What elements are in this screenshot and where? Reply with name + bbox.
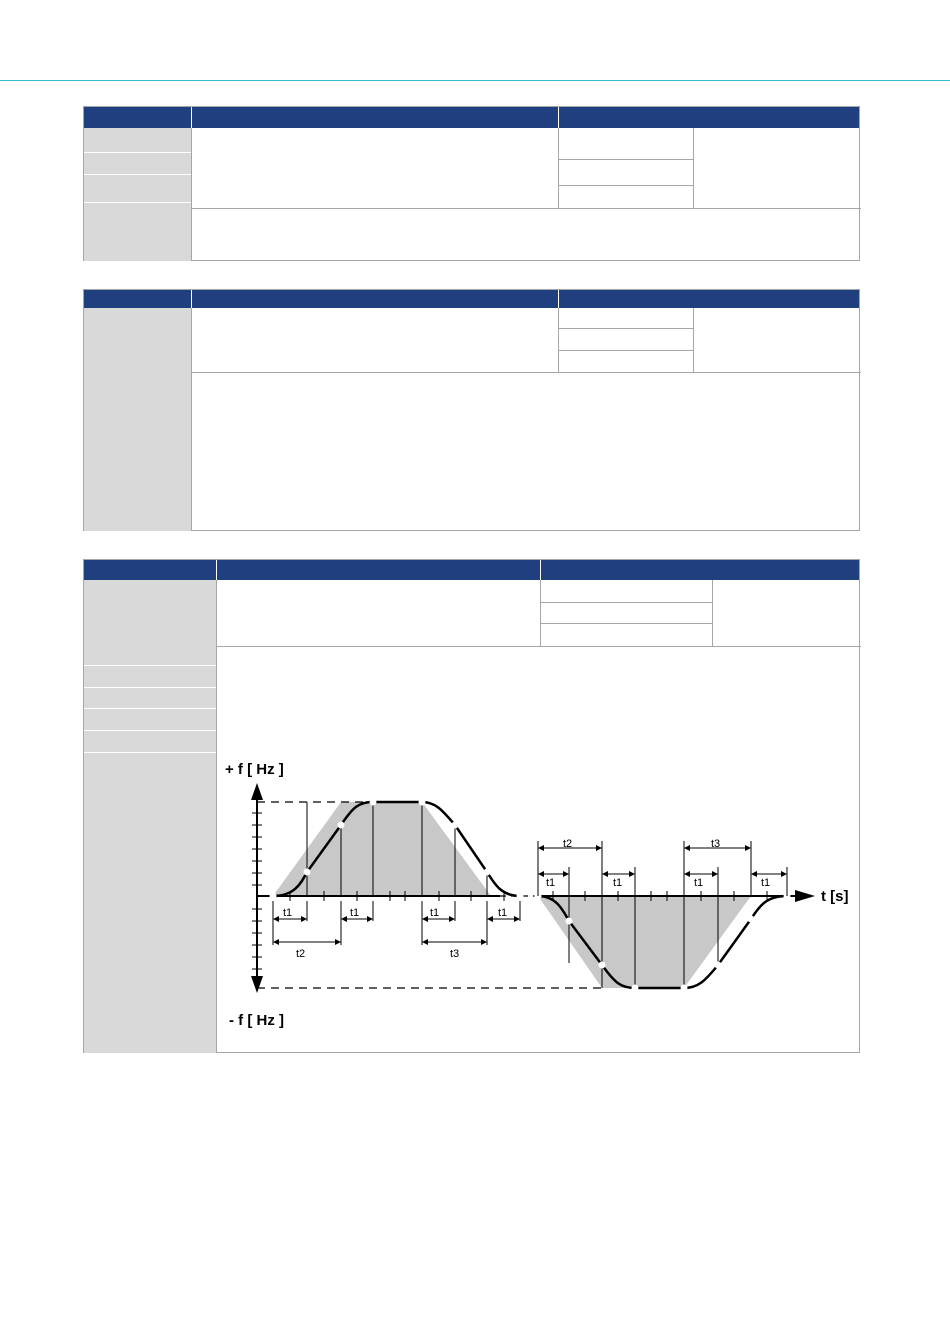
arrow-head bbox=[422, 939, 428, 945]
table-header bbox=[84, 290, 859, 308]
t3-label-a: t3 bbox=[450, 948, 460, 960]
frequency-axis-arrow-down bbox=[251, 976, 263, 993]
arrow-head bbox=[273, 916, 279, 922]
t3-label-b: t3 bbox=[711, 838, 721, 850]
arrow-head bbox=[684, 845, 690, 851]
arrow-head bbox=[602, 871, 608, 877]
interval-markers-positive bbox=[273, 901, 520, 945]
arrow-head bbox=[335, 939, 341, 945]
t1-label-g: t1 bbox=[694, 877, 704, 889]
arrow-head bbox=[712, 871, 718, 877]
t2-label-a: t2 bbox=[296, 948, 306, 960]
t1-label-f: t1 bbox=[613, 877, 623, 889]
arrow-head bbox=[781, 871, 787, 877]
arrow-head bbox=[563, 871, 569, 877]
t1-label-h: t1 bbox=[761, 877, 771, 889]
arrow-head bbox=[301, 916, 307, 922]
axis-negative-label: - f [ Hz ] bbox=[229, 1012, 284, 1029]
arrow-head bbox=[341, 916, 347, 922]
t1-label-e: t1 bbox=[546, 877, 556, 889]
negative-ramp-area bbox=[538, 896, 751, 988]
arrow-head bbox=[487, 916, 493, 922]
parameter-table-2 bbox=[83, 289, 860, 531]
arrow-head bbox=[596, 845, 602, 851]
arrow-head bbox=[422, 916, 428, 922]
ramp-diagram bbox=[215, 755, 860, 1035]
arrow-head bbox=[538, 871, 544, 877]
side-column bbox=[84, 128, 191, 261]
side-column bbox=[84, 580, 216, 1053]
arrow-head bbox=[629, 871, 635, 877]
positive-ramp-area bbox=[273, 802, 491, 896]
parameter-table-1 bbox=[83, 106, 860, 261]
arrow-head bbox=[684, 871, 690, 877]
t2-label-b: t2 bbox=[563, 838, 573, 850]
axis-time-label: t [s] bbox=[821, 888, 849, 905]
arrow-head bbox=[514, 916, 520, 922]
axis-positive-label: + f [ Hz ] bbox=[225, 761, 284, 778]
t1-label-d: t1 bbox=[498, 907, 508, 919]
arrow-head bbox=[273, 939, 279, 945]
t1-label-c: t1 bbox=[430, 907, 440, 919]
header-rule bbox=[0, 80, 950, 81]
frequency-axis-arrow-up bbox=[251, 783, 263, 800]
arrow-head bbox=[745, 845, 751, 851]
table-header bbox=[84, 107, 859, 128]
arrow-head bbox=[449, 916, 455, 922]
side-column bbox=[84, 308, 191, 531]
t1-label-b: t1 bbox=[350, 907, 360, 919]
time-axis-arrow bbox=[795, 890, 815, 902]
t1-label-a: t1 bbox=[283, 907, 293, 919]
arrow-head bbox=[538, 845, 544, 851]
table-header bbox=[84, 560, 859, 580]
arrow-head bbox=[367, 916, 373, 922]
arrow-head bbox=[481, 939, 487, 945]
arrow-head bbox=[751, 871, 757, 877]
